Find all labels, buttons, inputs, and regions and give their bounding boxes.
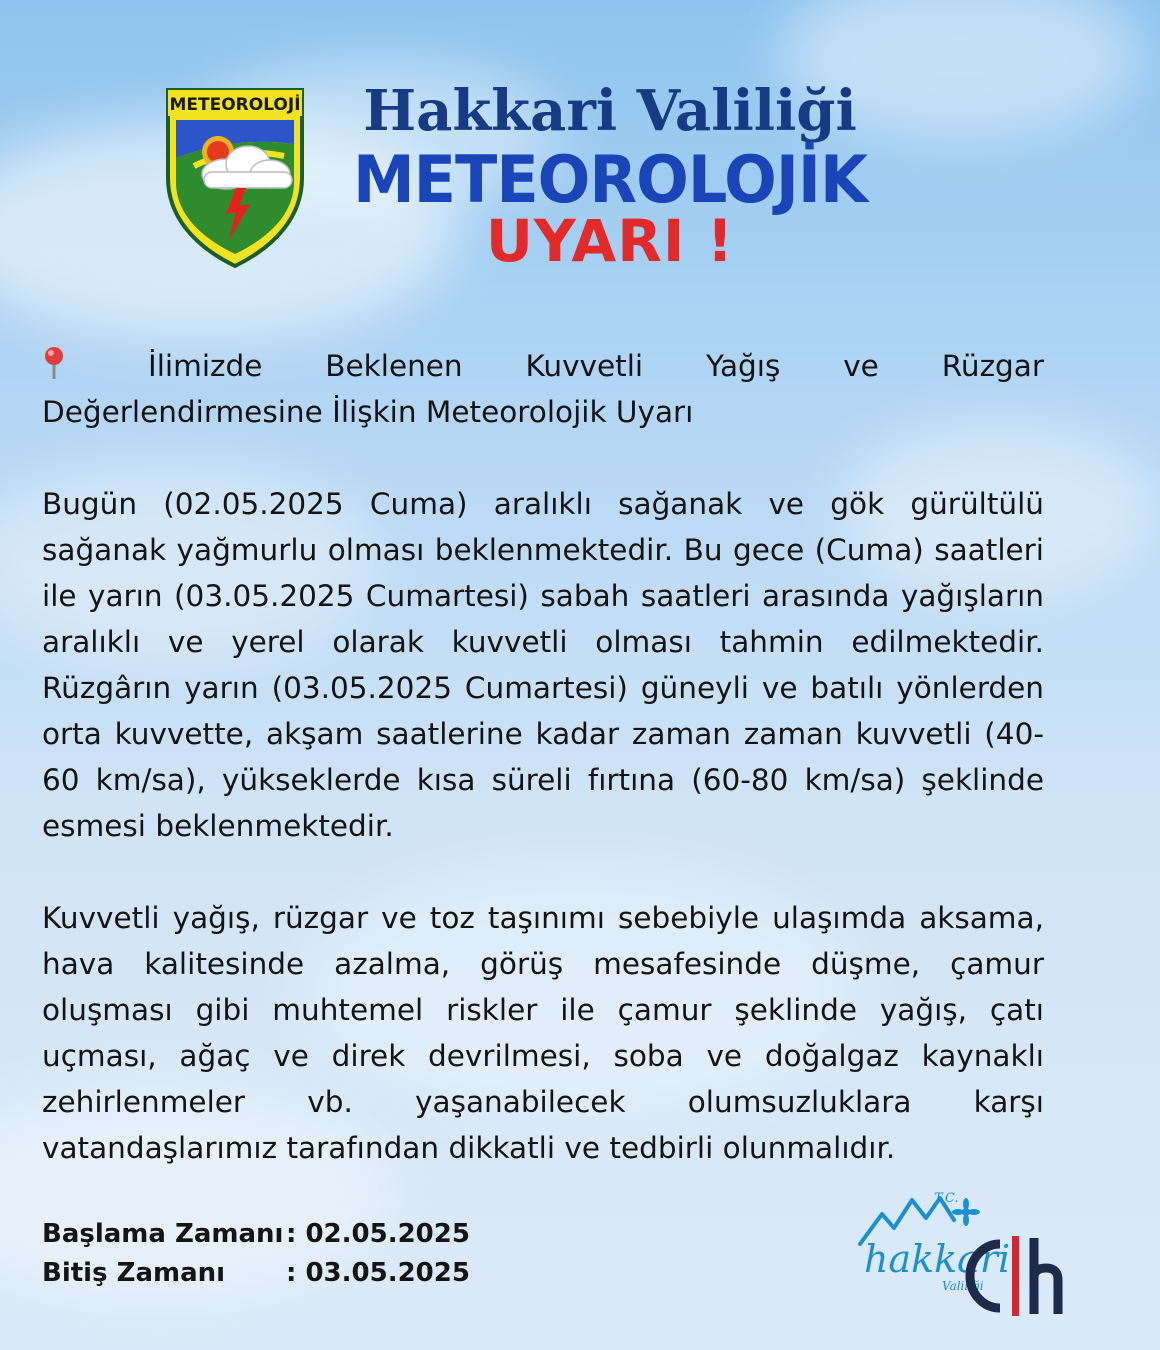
title-block xyxy=(340,78,880,275)
title-warning: UYARI ! xyxy=(485,207,735,275)
hakkari-valiligi-logo xyxy=(842,1186,1011,1301)
start-date-value: : 02.05.2025 xyxy=(286,1219,470,1249)
start-date-row xyxy=(42,1215,470,1254)
announcement-body xyxy=(42,343,1044,1171)
brand-tc: T.C. xyxy=(934,1191,959,1206)
title-governorship: Hakkari Valiliği xyxy=(363,78,857,144)
start-date-label: Başlama Zamanı xyxy=(42,1219,284,1249)
end-date-label: Bitiş Zamanı xyxy=(42,1258,226,1288)
end-date-value: : 03.05.2025 xyxy=(286,1258,470,1288)
ch-logo xyxy=(966,1234,1070,1318)
end-date-row xyxy=(42,1254,470,1293)
brand-name: hakkari xyxy=(864,1237,1011,1281)
title-meteorological: METEOROLOJİK xyxy=(352,141,868,218)
validity-dates xyxy=(42,1215,470,1293)
paragraph-risks: Kuvvetli yağış, rüzgar ve toz taşınımı sebebiyle ulaşımda aksama, hava kalitesinde azalma, görüş mesafesinde düşme, çamur oluşması gibi muhtemel riskler ile çamur şeklinde yağış, çatı uçması, ağaç ve direk devrilmesi, soba ve doğalgaz kaynaklı zehirlenmeler vb. yaşanabilecek olumsuzluklara karşı vatandaşlarımız tarafından dikkatli ve tedbirli olunmalıdır. xyxy=(42,901,1044,1165)
pin-icon xyxy=(42,346,66,380)
meteoroloji-logo xyxy=(164,86,306,270)
paragraph-forecast: Bugün (02.05.2025 Cuma) aralıklı sağanak ve gök gürültülü sağanak yağmurlu olması beklenmektedir. Bu gece (Cuma) saatleri ile yarın (03.05.2025 Cumartesi) sabah saatleri arasında yağışların aralıklı ve yerel olarak kuvvetli olması tahmin edilmektedir. Rüzgârın yarın (03.05.2025 Cumartesi) güneyli ve batılı yönlerden orta kuvvette, akşam saatlerine kadar zaman zaman kuvvetli (40-60 km/sa), yükseklerde kısa süreli fırtına (60-80 km/sa) şeklinde esmesi beklenmektedir. xyxy=(42,487,1044,843)
logo-text: METEOROLOJİ xyxy=(169,95,301,115)
heading-text: İlimizde Beklenen Kuvvetli Yağış ve Rüzgar Değerlendirmesine İlişkin Meteorolojik Uyarı xyxy=(42,349,1044,429)
brand-sub: Valiliği xyxy=(942,1279,984,1293)
announcement-heading xyxy=(42,343,1044,435)
